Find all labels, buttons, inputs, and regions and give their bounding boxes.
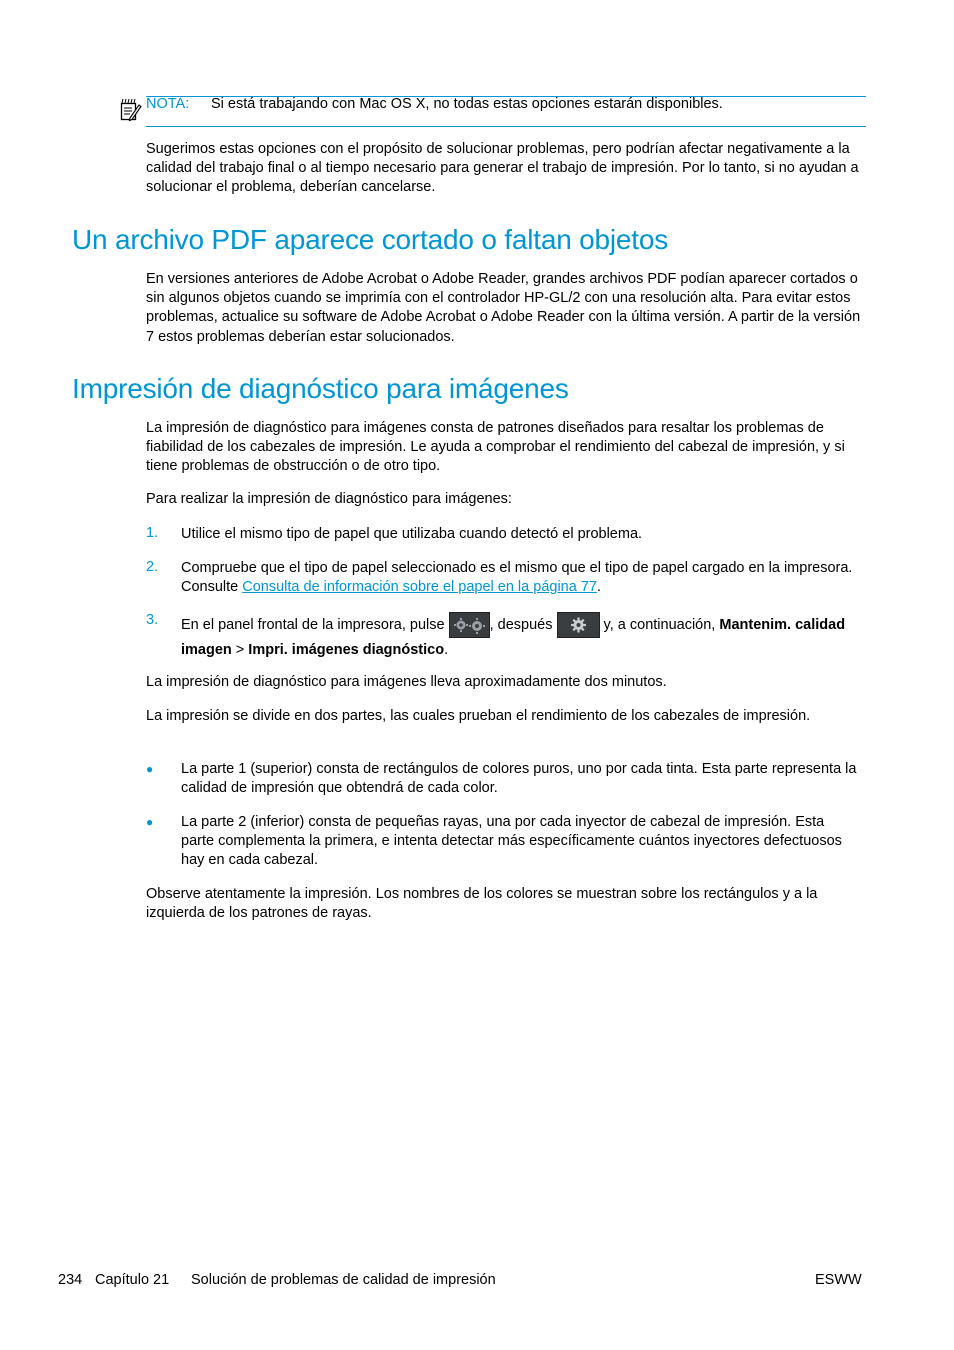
intro-paragraph: Sugerimos estas opciones con el propósito de solucionar problemas, pero podrían afectar negativamente a la calidad del trabajo final o al tiempo necesario para generar el trabajo de impresión. Por lo tanto, si no ayudan a solucionar el problema, deberían cancelarse. — [146, 141, 859, 196]
footer-page-number: 234 — [58, 1272, 83, 1288]
note-label: NOTA: — [146, 96, 190, 112]
settings-gears-icon — [449, 612, 490, 638]
step-number: 2. — [146, 559, 159, 575]
gear-icon — [557, 612, 600, 638]
footer-chapter-title: Solución de problemas de calidad de impresión — [191, 1272, 496, 1288]
note-icon — [120, 98, 142, 122]
step-text: En el panel frontal de la impresora, pulse , después y, a continuación, Mantenim. calidad imagen > Impri. imágenes diagnóstico. — [181, 612, 861, 662]
bullet-text: La parte 1 (superior) consta de rectángulos de colores puros, uno por cada tinta. Esta parte representa la calidad de impresión que obtendrá de cada color. — [181, 761, 857, 797]
section2-paragraph-3: La impresión de diagnóstico para imágenes lleva aproximadamente dos minutos. — [146, 674, 667, 690]
menu-path-diagnostic: Impri. imágenes diagnóstico — [248, 642, 445, 658]
section2-paragraph-5: Observe atentamente la impresión. Los nombres de los colores se muestran sobre los rectángulos y a la izquierda de los patrones de rayas. — [146, 886, 818, 922]
step-number: 1. — [146, 525, 159, 541]
note-text: Si está trabajando con Mac OS X, no todas estas opciones estarán disponibles. — [211, 96, 723, 112]
menu-path-maintenance: Mantenim. calidad imagen — [181, 616, 846, 658]
note-bottom-rule — [146, 126, 866, 127]
paper-info-link[interactable]: Consulta de información sobre el papel en la página 77 — [242, 579, 597, 596]
section-heading-diagnostic-print: Impresión de diagnóstico para imágenes — [72, 373, 569, 404]
bullet-text: La parte 2 (inferior) consta de pequeñas rayas, una por cada inyector de cabezal de impresión. Esta parte complementa la primera, e intenta detectar más específicamente cuántos inyectores defectuosos hay en cada cabezal. — [181, 814, 842, 869]
section2-paragraph-4: La impresión se divide en dos partes, las cuales prueban el rendimiento de los cabezales de impresión. — [146, 708, 811, 724]
section-heading-pdf-cut: Un archivo PDF aparece cortado o faltan objetos — [72, 224, 669, 255]
section1-paragraph: En versiones anteriores de Adobe Acrobat o Adobe Reader, grandes archivos PDF podían aparecer cortados o sin algunos objetos cuando se imprimía con el controlador HP-GL/2 con una resolución alta. Para evitar estos problemas, actualice su software de Adobe Acrobat o Adobe Reader con la última versión. A partir de la versión 7 estos problemas deberían estar solucionados. — [146, 271, 861, 345]
bullet-icon: ● — [146, 815, 154, 829]
section2-paragraph-2: Para realizar la impresión de diagnóstico para imágenes: — [146, 491, 512, 507]
footer-chapter: Capítulo 21 — [95, 1272, 170, 1288]
step-text: Utilice el mismo tipo de papel que utilizaba cuando detectó el problema. — [181, 526, 643, 542]
step-number: 3. — [146, 612, 159, 628]
step-text: Compruebe que el tipo de papel seleccionado es el mismo que el tipo de papel cargado en la impresora. Consulte Consulta de información sobre el papel en la página 77. — [181, 560, 853, 596]
bullet-icon: ● — [146, 762, 154, 776]
section2-paragraph-1: La impresión de diagnóstico para imágenes consta de patrones diseñados para resaltar los problemas de fiabilidad de los cabezales de impresión. Le ayuda a comprobar el rendimiento del cabezal de impresión, y si tiene problemas de obstrucción o de otro tipo. — [146, 420, 845, 475]
footer-locale: ESWW — [815, 1272, 862, 1288]
